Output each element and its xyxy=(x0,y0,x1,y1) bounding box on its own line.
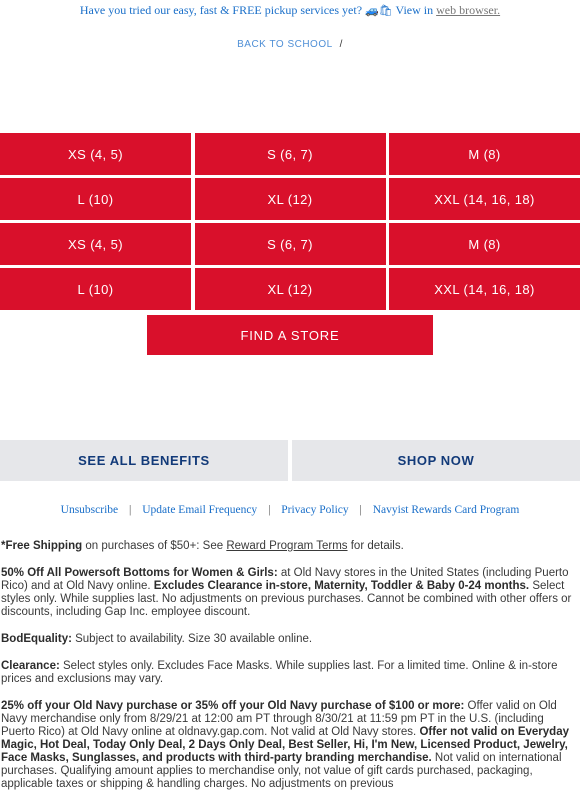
size-button[interactable]: L (10) xyxy=(0,178,191,220)
size-button[interactable]: XS (4, 5) xyxy=(0,223,191,265)
reward-program-terms-link[interactable]: Reward Program Terms xyxy=(226,540,348,552)
legal-heading: 25% off your Old Navy purchase or 35% off your Old Navy purchase of $100 or more: xyxy=(1,700,465,712)
legal-text: for details. xyxy=(347,540,404,552)
legal-text: Select styles only. Excludes Face Masks. While supplies last. For a limited time. Online & in-store prices and exclusions may vary. xyxy=(1,660,558,685)
size-button[interactable]: L (10) xyxy=(0,268,191,310)
legal-heading: Clearance: xyxy=(1,660,60,672)
shop-now-button[interactable]: SHOP NOW xyxy=(292,440,580,481)
legal-emphasis: Excludes Clearance in-store, Maternity, Toddler & Baby 0-24 months. xyxy=(153,580,530,592)
size-button[interactable]: S (6, 7) xyxy=(195,133,386,175)
size-button[interactable]: XXL (14, 16, 18) xyxy=(389,268,580,310)
free-shipping-terms xyxy=(1,540,579,553)
promo-banner xyxy=(0,0,580,21)
clearance-terms xyxy=(1,660,579,686)
legal-text: Not valid on international purchases. Qualifying amount applies to merchandise only, not value of gift cards purchased, packaging, applicable taxes or shipping & handling charges. No adjustments on previous xyxy=(1,752,562,790)
legal-heading: BodEquality: xyxy=(1,633,72,645)
footer-separator: | xyxy=(359,504,362,516)
legal-text: Subject to availability. Size 30 available online. xyxy=(71,633,313,645)
size-row xyxy=(0,133,580,175)
footer-separator: | xyxy=(268,504,271,516)
size-button[interactable]: S (6, 7) xyxy=(195,223,386,265)
view-prefix: View in xyxy=(395,3,434,17)
footer-separator: | xyxy=(129,504,132,516)
size-row xyxy=(0,223,580,265)
navyist-rewards-card-link[interactable]: Navyist Rewards Card Program xyxy=(372,504,520,516)
see-all-benefits-button[interactable]: SEE ALL BENEFITS xyxy=(0,440,288,481)
legal-text: at Old Navy stores in the United States (including Puerto Rico) and at Old Navy online. xyxy=(1,567,569,592)
size-button[interactable]: XXL (14, 16, 18) xyxy=(389,178,580,220)
update-email-frequency-link[interactable]: Update Email Frequency xyxy=(142,504,258,516)
car-bag-icon: 🚙🛍 xyxy=(365,5,393,17)
footer-links xyxy=(0,504,580,516)
legal-text: Select styles only. While supplies last. No adjustments on previous purchases. Cannot be combined with other offers or discounts, including Gap Inc. employee discount. xyxy=(1,580,572,618)
legal-heading: *Free Shipping xyxy=(1,540,83,552)
promo-text: Have you tried our easy, fast & FREE pickup services yet? xyxy=(79,3,363,17)
unsubscribe-link[interactable]: Unsubscribe xyxy=(60,504,119,516)
legal-disclaimer xyxy=(1,540,579,805)
powersoft-terms xyxy=(1,567,579,619)
breadcrumb xyxy=(0,39,580,50)
percent-off-terms xyxy=(1,700,579,791)
find-a-store-button[interactable]: FIND A STORE xyxy=(147,315,433,355)
legal-text: Offer valid on Old Navy merchandise only from 8/29/21 at 12:00 am PT through 8/30/21 at 11:59 pm PT in the U.S. (including Puerto Rico) at Old Navy online at oldnavy.gap.com. Not valid at Old Navy stores. xyxy=(1,700,557,738)
size-grid xyxy=(0,133,580,313)
breadcrumb-separator: / xyxy=(339,39,343,50)
breadcrumb-back-to-school[interactable]: BACK TO SCHOOL xyxy=(237,39,333,50)
legal-heading: 50% Off All Powersoft Bottoms for Women & Girls: xyxy=(1,567,278,579)
legal-emphasis: Offer not valid on Everyday Magic, Hot Deal, Today Only Deal, 2 Days Only Deal, Best Seller, Hi, I'm New, Licensed Product, Jewelry, Face Masks, Sunglasses, and products with third-party branding merchandise. xyxy=(1,726,569,764)
legal-text: on purchases of $50+: See xyxy=(82,540,227,552)
size-button[interactable]: M (8) xyxy=(389,223,580,265)
size-button[interactable]: XL (12) xyxy=(195,178,386,220)
benefits-bar xyxy=(0,440,580,481)
size-button[interactable]: XL (12) xyxy=(195,268,386,310)
size-row xyxy=(0,268,580,310)
privacy-policy-link[interactable]: Privacy Policy xyxy=(281,504,349,516)
web-browser-link[interactable]: web browser. xyxy=(436,3,501,17)
size-button[interactable]: XS (4, 5) xyxy=(0,133,191,175)
size-row xyxy=(0,178,580,220)
size-button[interactable]: M (8) xyxy=(389,133,580,175)
bodequality-terms xyxy=(1,633,579,646)
